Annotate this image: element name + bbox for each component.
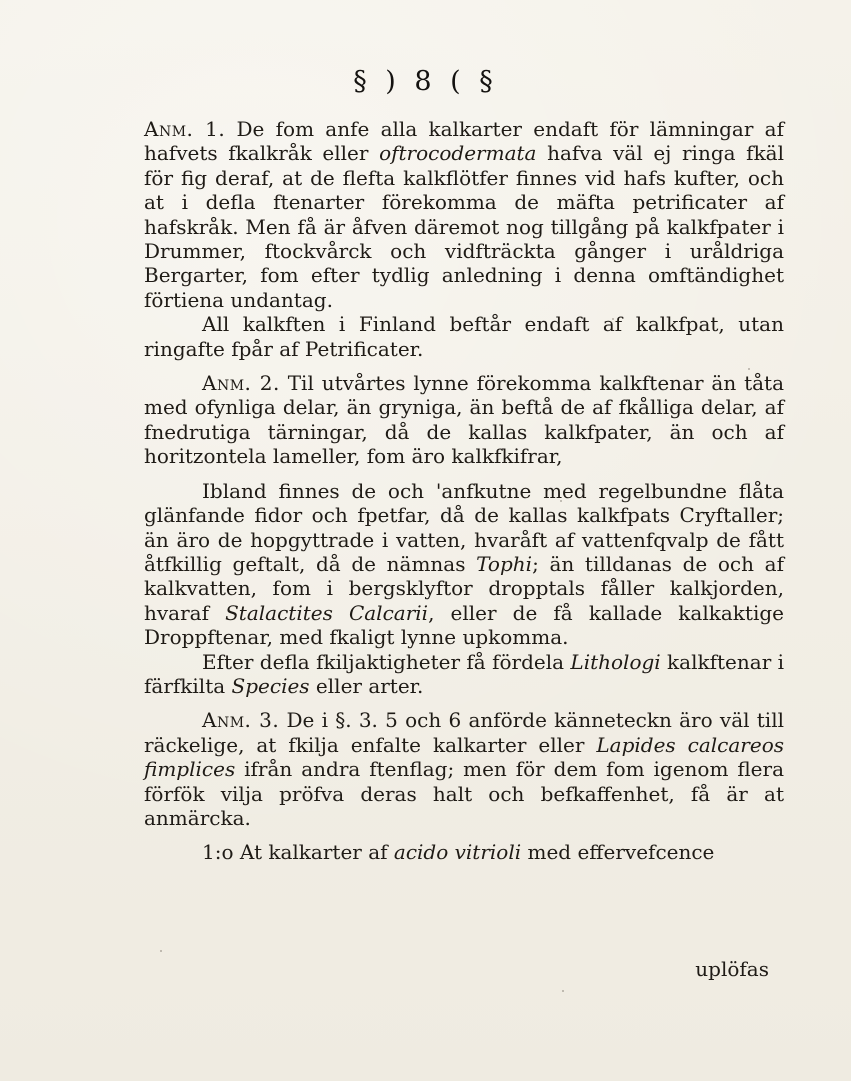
- paper-speck: [160, 950, 162, 952]
- page-header: § ) 8 ( §: [353, 66, 498, 97]
- paper-speck: [560, 500, 562, 502]
- note-label: Anm. 2.: [202, 371, 280, 396]
- list-item-1: 1:o At kalkarter af acido vitrioli med effervefcence: [202, 840, 715, 865]
- catchword: uplöfas: [695, 957, 769, 981]
- note-label: Anm. 3.: [202, 708, 280, 733]
- note-3: Anm. 3. De i §. 3. 5 och 6 anförde känneteckn äro väl till räckelige, at fkilja enfalte kalkarter eller Lapides calcareos fimplices ifrån andra ftenflag; men för dem fom igenom flera förfök vilja pröfva deras halt och befkaffenhet, få är at anmärcka.: [144, 708, 785, 830]
- paragraph-ibland: Ibland finnes de och 'anfkutne med regelbundne flåta glänfande fidor och fpetfar, då de kallas kalkfpats Cryftaller; än äro de hopgyttrade i vatten, hvaråft af vattenfqvalp de fått åtfkillig geftalt, då de nämnas Tophi; än tilldanas de och af kalkvatten, fom i bergsklyftor dropptals fåller kalkjorden, hvaraf Stalactites Calcarii, eller de få kallade kalkaktige Droppftenar, med fkaligt lynne upkomma.: [144, 478, 784, 650]
- term-lapides: Lapides calcareos fimplices: [144, 732, 785, 782]
- text-block: [144, 117, 784, 865]
- term-stalactites: Stalactites Calcarii: [225, 600, 429, 625]
- note-label: Anm. 1.: [144, 117, 226, 141]
- term-species: Species: [231, 673, 310, 698]
- species-name: oftrocodermata: [379, 141, 537, 166]
- paragraph-efter: Efter defla fkiljaktigheter få fördela Lithologi kalkftenar i färfkilta Species eller arter.: [144, 649, 785, 698]
- paper-speck: [562, 990, 564, 992]
- term-tophi: Tophi: [476, 551, 533, 576]
- item-number: 1:o: [202, 840, 234, 865]
- note-1: Anm. 1. De fom anfe alla kalkarter endaft för lämningar af hafvets fkalkråk eller oftrocodermata hafva väl ej ringa fkäl för fig deraf, at de flefta kalkflötfer finnes vid hafs kufter, och at i defla ftenarter förekomma de mäfta petrificater af hafskråk. Men få är åfven däremot nog tillgång på kalkfpater i Drummer, ftockvårck och vidfträckta gånger i uråldriga Bergarter, fom efter tydlig anledning i denna omftändighet förtiena undantag.: [144, 117, 785, 312]
- paper-speck: [748, 368, 750, 370]
- note-2: Anm. 2. Til utvårtes lynne förekomma kalkftenar än tåta med ofynliga delar, än gryniga, än beftå de af fkålliga delar, af fnedrutiga tärningar, då de kallas kalkfpater, än och af horitzontela lameller, fom äro kalkfkifrar,: [144, 371, 784, 469]
- paper-speck: [612, 318, 614, 320]
- paper-speck: [152, 130, 154, 132]
- term-acido-vitrioli: acido vitrioli: [393, 840, 522, 865]
- paragraph-finland: All kalkften i Finland beftår endaft af kalkfpat, utan ringafte fpår af Petrificater.: [144, 312, 784, 361]
- term-lithologi: Lithologi: [570, 649, 661, 674]
